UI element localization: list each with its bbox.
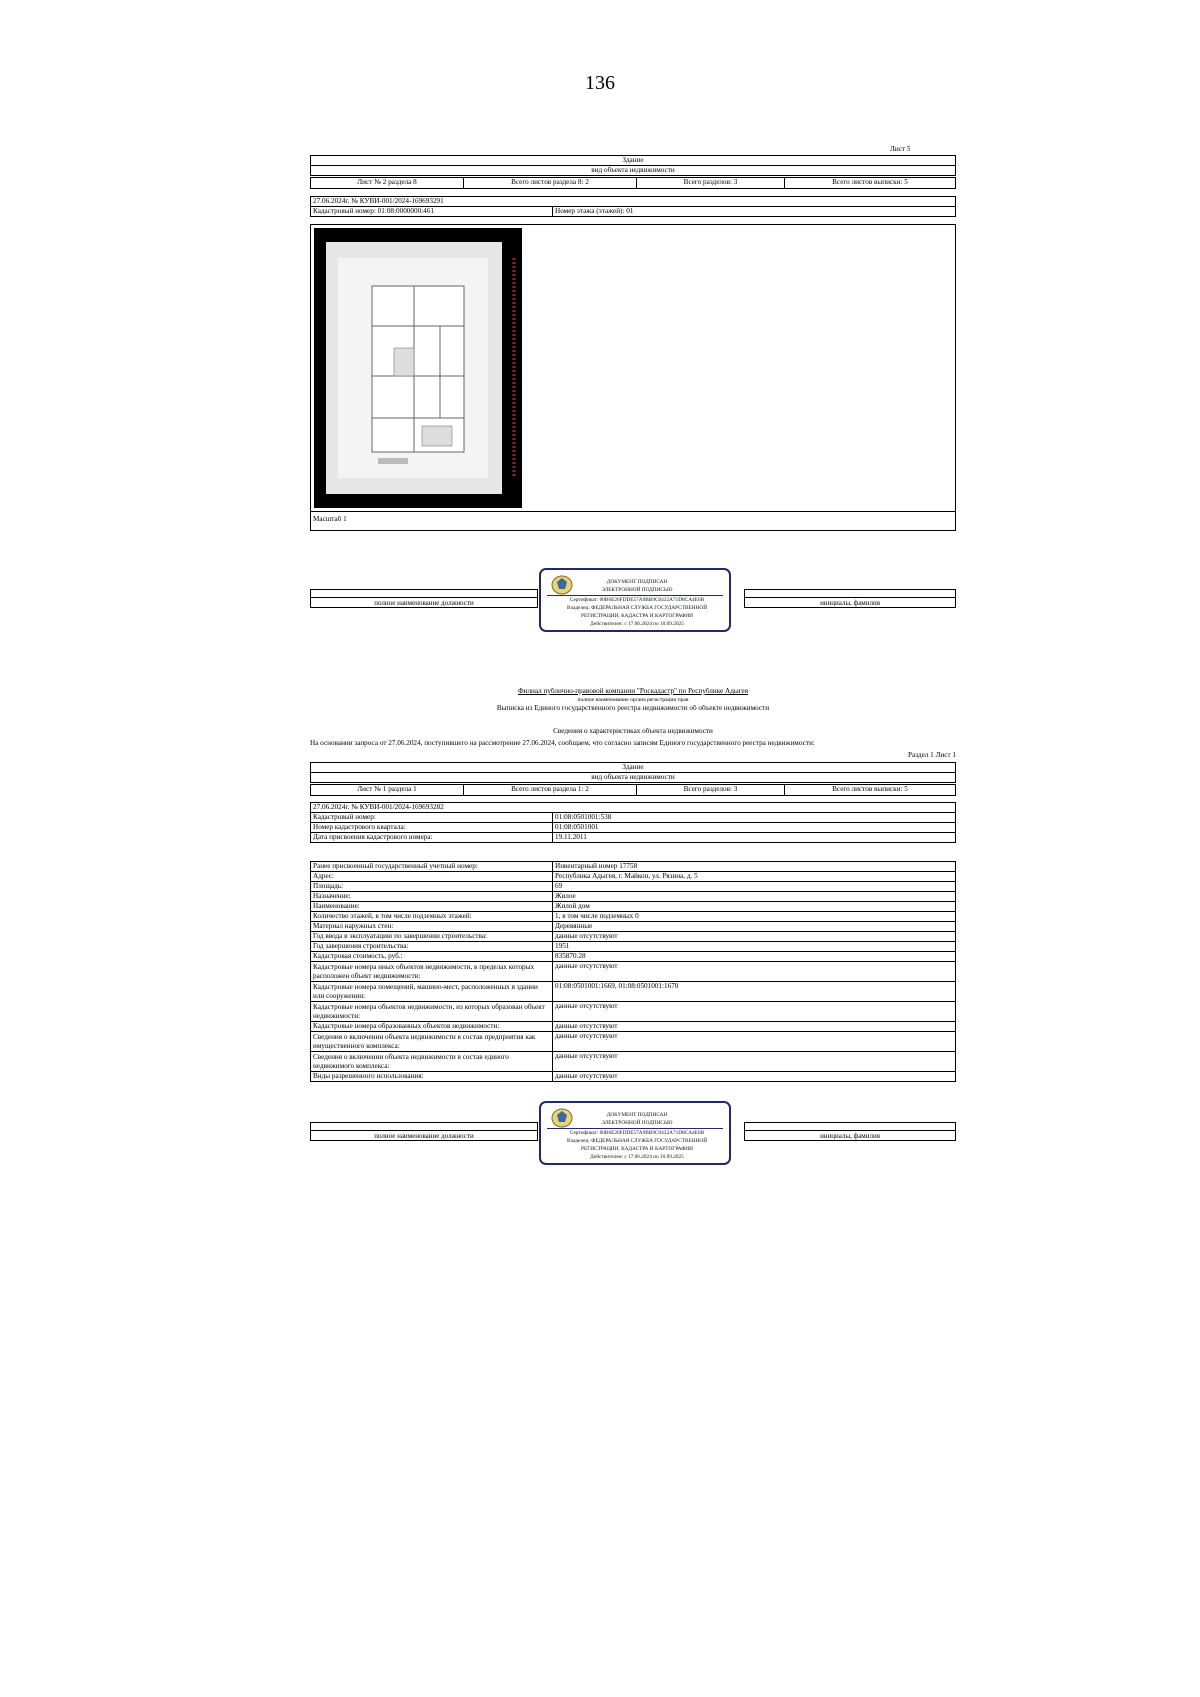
sheet-info-cell: Лист № 1 раздела 1	[311, 785, 464, 795]
field-value: 1, в том числе подземных 0	[555, 912, 639, 920]
page-number: 136	[585, 72, 615, 94]
floor-plan-frame	[310, 224, 956, 531]
field-value: 1951	[555, 942, 570, 950]
sheet5-record-table	[310, 196, 956, 221]
section-sheet-label: Раздел 1 Лист 1	[908, 752, 956, 759]
record-line: 27.06.2024г. № КУВИ-001/2024-169693282	[313, 803, 444, 811]
field-label: Кадастровая стоимость, руб.:	[311, 952, 553, 961]
field-value: данные отсутствуют	[555, 1022, 618, 1030]
field-label: Наименование:	[311, 902, 553, 911]
field-value: Инвентарный номер 17758	[555, 862, 638, 870]
record-line: 27.06.2024г. № КУВИ-001/2024-169693291	[313, 197, 444, 205]
field-label: Количество этажей, в том числе подземных этажей:	[311, 912, 553, 921]
name-label: инициалы, фамилия	[744, 1130, 956, 1141]
field-value: 835870.28	[555, 952, 586, 960]
org-subtitle: полное наименование органа регистрации прав	[577, 697, 689, 703]
field-value: Жилое	[555, 892, 576, 900]
characteristic-row	[310, 1051, 956, 1072]
field-label: Ранее присвоенный государственный учетный номер:	[311, 862, 553, 871]
characteristic-row	[310, 1071, 956, 1082]
sheet-info-cell: Всего листов выписки: 5	[832, 178, 908, 187]
field-label: Кадастровые номера иных объектов недвижимости, в пределах которых расположен объект недвижимости:	[311, 962, 553, 981]
object-type-title: Здание	[622, 763, 644, 771]
field-label: Год завершения строительства:	[311, 942, 553, 951]
field-value: 01:08:0501001:1669, 01:08:0501001:1670	[555, 982, 679, 990]
field-value: данные отсутствуют	[555, 1032, 618, 1040]
field-label: Номер кадастрового квартала:	[311, 823, 553, 832]
position-label: полное наименование должности	[310, 1130, 538, 1141]
floor-number: Номер этажа (этажей): 01	[555, 207, 634, 215]
position-label: полное наименование должности	[310, 597, 538, 608]
field-label: Кадастровые номера помещений, машино-мест, расположенных в здании или сооружении:	[311, 982, 553, 1001]
field-label: Кадастровый номер:	[311, 813, 553, 822]
field-label: Назначение:	[311, 892, 553, 901]
sheet-info-cell: Всего листов раздела 1: 2	[464, 785, 637, 795]
scale-label: Масштаб 1	[313, 516, 347, 523]
electronic-signature-stamp: ДОКУМЕНТ ПОДПИСАН ЭЛЕКТРОННОЙ ПОДПИСЬЮ Сертификат: 00B6E26FDDE57A9BB9C0432A71D8CA4E6B Владелец: ФЕДЕРАЛЬНАЯ СЛУЖБА ГОСУДАРСТВЕННОЙ РЕГИСТРАЦИИ, КАДАСТРА И КАРТОГРАФИИ Действителен: с 17.06.2024 по 10.09.2025	[539, 1101, 731, 1165]
characteristic-row	[310, 1031, 956, 1052]
characteristic-row	[310, 1001, 956, 1022]
object-type-subtitle: вид объекта недвижимости	[591, 166, 675, 174]
field-value: Республика Адыгея, г. Майкоп, ул. Рязина, д. 5	[555, 872, 698, 880]
electronic-signature-stamp: ДОКУМЕНТ ПОДПИСАН ЭЛЕКТРОННОЙ ПОДПИСЬЮ Сертификат: 00B6E26FDDE57A9BB9C0432A71D8CA4E6B Владелец: ФЕДЕРАЛЬНАЯ СЛУЖБА ГОСУДАРСТВЕННОЙ РЕГИСТРАЦИИ, КАДАСТРА И КАРТОГРАФИИ Действителен: с 17.06.2024 по 10.09.2025	[539, 568, 731, 632]
field-label: Кадастровые номера образованных объектов недвижимости:	[311, 1022, 553, 1031]
cadastral-number: Кадастровый номер: 01:08:0000000:461	[311, 207, 553, 216]
field-label: Сведения о включении объекта недвижимости в состав единого недвижимого комплекса:	[311, 1052, 553, 1071]
field-value: данные отсутствуют	[555, 932, 618, 940]
field-label: Год ввода в эксплуатацию по завершении строительства:	[311, 932, 553, 941]
section-title: Сведения о характеристиках объекта недвижимости	[553, 728, 713, 735]
field-value: 69	[555, 882, 563, 890]
field-label: Площадь:	[311, 882, 553, 891]
field-value: 19.11.2011	[555, 833, 587, 841]
field-value: данные отсутствуют	[555, 1072, 618, 1080]
floor-plan-image	[314, 228, 522, 508]
object-type-title: Здание	[622, 156, 644, 164]
basis-text: На основании запроса от 27.06.2024, поступившего на рассмотрение 27.06.2024, сообщаем, что согласно записям Единого государственного реестра недвижимости:	[310, 740, 815, 747]
sheet-info-cell: Всего листов раздела 8: 2	[464, 178, 637, 188]
sheet-label: Лист 5	[890, 146, 911, 153]
identification-table	[310, 802, 956, 850]
sheet-info-cell: Лист № 2 раздела 8	[311, 178, 464, 188]
field-value: данные отсутствуют	[555, 1052, 618, 1060]
field-value: 01:08:0501001	[555, 823, 599, 831]
sheet1-header-table	[310, 762, 956, 799]
field-value: Деревянные	[555, 922, 593, 930]
field-value: данные отсутствуют	[555, 962, 618, 970]
sheet5-header-table	[310, 155, 956, 193]
field-label: Виды разрешенного использования:	[311, 1072, 553, 1081]
field-label: Кадастровые номера объектов недвижимости, из которых образован объект недвижимости:	[311, 1002, 553, 1021]
sheet-info-cell: Всего листов выписки: 5	[832, 785, 908, 794]
field-label: Материал наружных стен:	[311, 922, 553, 931]
extract-title: Выписка из Единого государственного реестра недвижимости об объекте недвижимости	[496, 705, 770, 712]
object-type-subtitle: вид объекта недвижимости	[591, 773, 675, 781]
characteristics-table	[310, 861, 956, 1082]
org-title: Филиал публично-правовой компании "Роскадастр" по Республике Адыгея	[517, 688, 749, 695]
sheet-info-cell: Всего разделов: 3	[637, 178, 785, 188]
field-label: Дата присвоения кадастрового номера:	[311, 833, 553, 842]
field-label: Сведения о включении объекта недвижимости в состав предприятия как имущественного комплекса:	[311, 1032, 553, 1051]
name-label: инициалы, фамилия	[744, 597, 956, 608]
field-value: Жилой дом	[555, 902, 590, 910]
field-value: данные отсутствуют	[555, 1002, 618, 1010]
field-label: Адрес:	[311, 872, 553, 881]
characteristic-row	[310, 961, 956, 982]
sheet-info-cell: Всего разделов: 3	[637, 785, 785, 795]
characteristic-row	[310, 981, 956, 1002]
field-value: 01:08:0501001:538	[555, 813, 612, 821]
